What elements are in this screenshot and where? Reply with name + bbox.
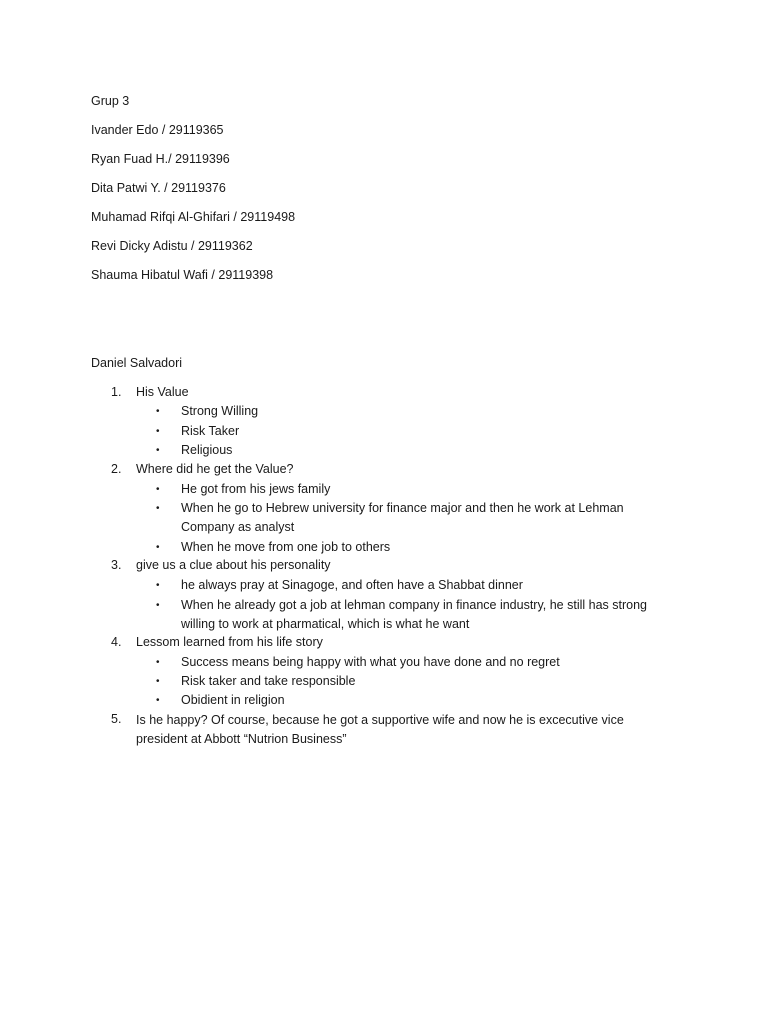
member-line: Revi Dicky Adistu / 29119362 xyxy=(91,239,253,253)
question-text: give us a clue about his personality xyxy=(136,558,331,572)
bullet-text: Risk taker and take responsible xyxy=(181,674,356,688)
bullet-text: Obidient in religion xyxy=(181,693,285,707)
member-line: Dita Patwi Y. / 29119376 xyxy=(91,181,226,195)
bullet-text: Religious xyxy=(181,443,233,457)
bullet-icon: • xyxy=(156,406,160,417)
bullet-icon: • xyxy=(156,600,160,611)
group-title: Grup 3 xyxy=(91,94,130,108)
bullet-text: When he go to Hebrew university for finance major and then he work at Lehman Company as analyst xyxy=(181,501,624,534)
bullet-icon: • xyxy=(156,445,160,456)
bullet-text: he always pray at Sinagoge, and often have a Shabbat dinner xyxy=(181,578,523,592)
bullet-icon: • xyxy=(156,657,160,668)
bullet-text: When he already got a job at lehman company in finance industry, he still has strong willing to work at pharmatical, which is what he want xyxy=(181,598,648,631)
question-number: 2. xyxy=(111,462,122,476)
bullet-icon: • xyxy=(156,695,160,706)
member-line: Shauma Hibatul Wafi / 29119398 xyxy=(91,268,274,282)
subject-heading: Daniel Salvadori xyxy=(91,356,183,370)
question-text: Is he happy? Of course, because he got a supportive wife and now he is excecutive vice president at Abbott “Nutrion Business” xyxy=(136,713,624,746)
bullet-icon: • xyxy=(156,484,160,495)
bullet-text: Strong Willing xyxy=(181,404,259,418)
bullet-text: Risk Taker xyxy=(181,424,240,438)
bullet-text: He got from his jews family xyxy=(181,482,331,496)
bullet-icon: • xyxy=(156,426,160,437)
bullet-icon: • xyxy=(156,542,160,553)
question-number: 3. xyxy=(111,558,122,572)
bullet-icon: • xyxy=(156,676,160,687)
question-number: 4. xyxy=(111,635,122,649)
member-line: Muhamad Rifqi Al-Ghifari / 29119498 xyxy=(91,210,296,224)
member-line: Ivander Edo / 29119365 xyxy=(91,123,224,137)
bullet-text: When he move from one job to others xyxy=(181,540,391,554)
question-text: Where did he get the Value? xyxy=(136,462,294,476)
question-number: 1. xyxy=(111,385,122,399)
question-text: Lessom learned from his life story xyxy=(136,635,323,649)
bullet-icon: • xyxy=(156,503,160,514)
member-line: Ryan Fuad H./ 29119396 xyxy=(91,152,230,166)
question-number: 5. xyxy=(111,712,122,726)
bullet-text: Success means being happy with what you have done and no regret xyxy=(181,655,560,669)
bullet-icon: • xyxy=(156,580,160,591)
question-text: His Value xyxy=(136,385,189,399)
